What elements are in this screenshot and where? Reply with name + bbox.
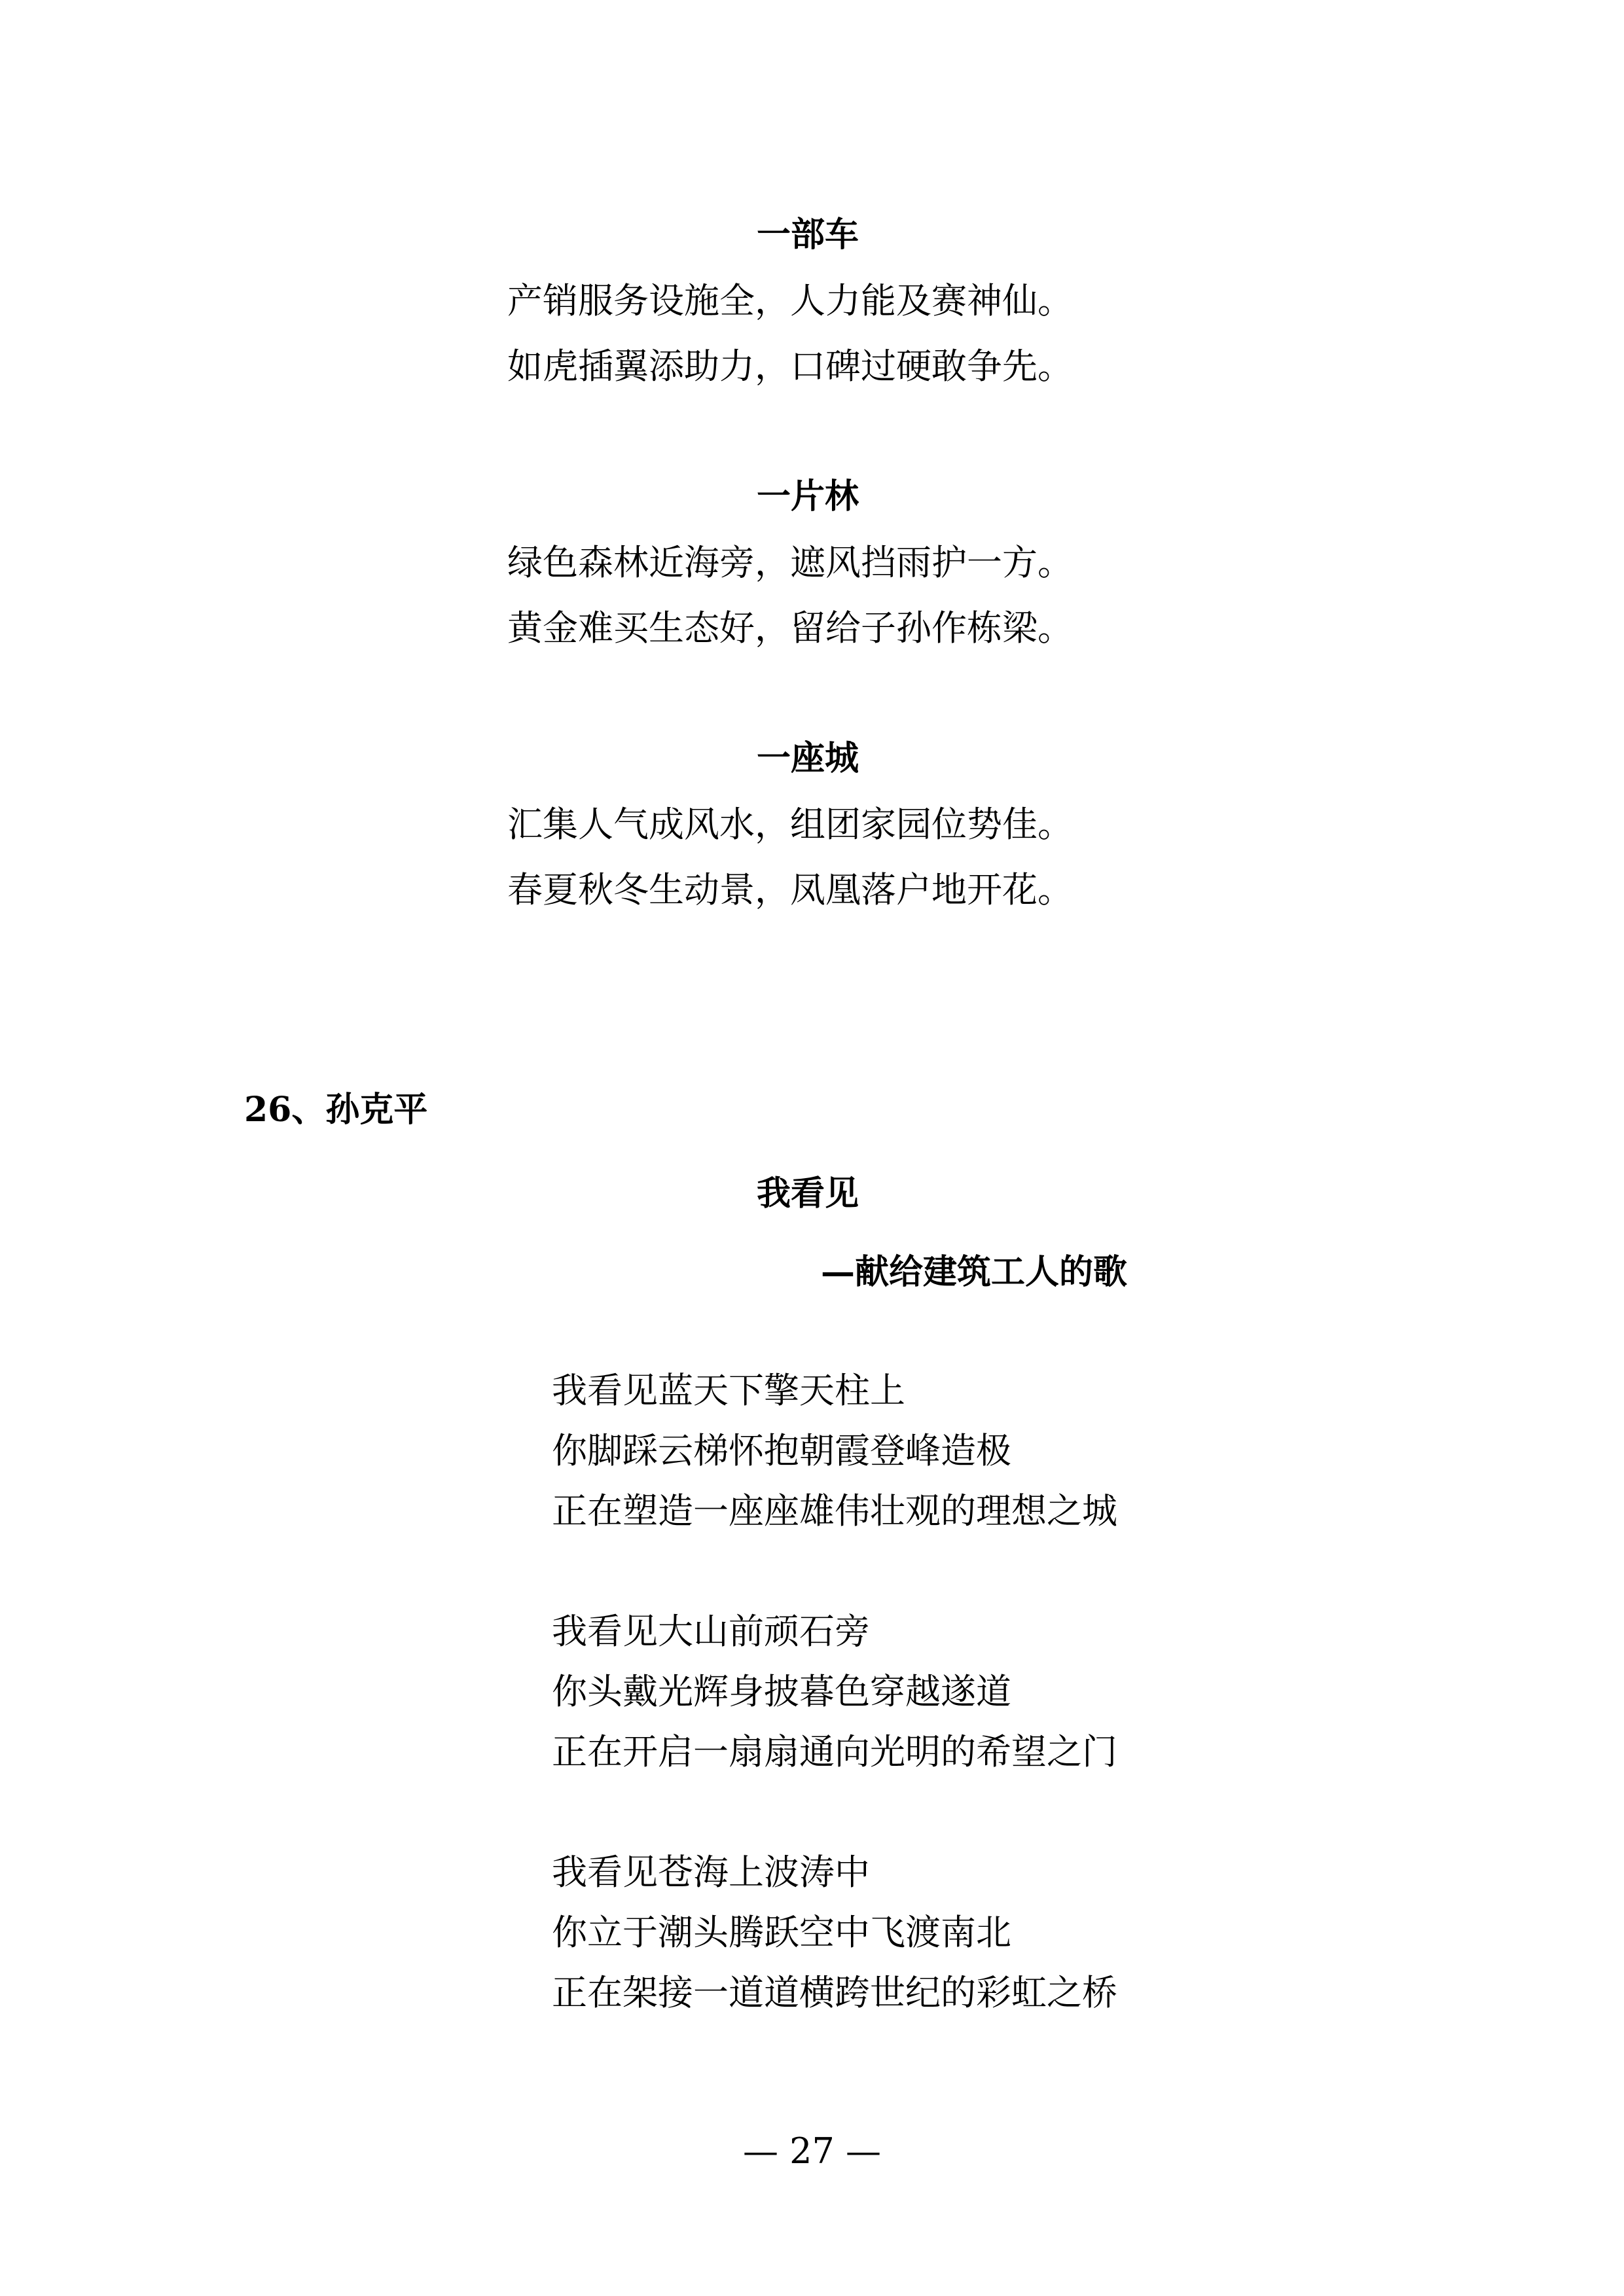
poem-title: 一座城 bbox=[757, 738, 859, 778]
poem-line: 汇集人气成风水，组团家园位势佳。 bbox=[507, 804, 1073, 845]
poem-dedication: —献给建筑工人的歌 bbox=[821, 1252, 1128, 1292]
stanza-line: 你脚踩云梯怀抱朝霞登峰造极 bbox=[552, 1430, 1011, 1471]
stanza-line: 正在开启一扇扇通向光明的希望之门 bbox=[552, 1731, 1117, 1772]
poem-title: 我看见 bbox=[757, 1174, 859, 1213]
author-heading: 26、孙克平 bbox=[244, 1090, 428, 1130]
page-number: — 27 — bbox=[742, 2130, 882, 2172]
stanza-line: 我看见大山前顽石旁 bbox=[552, 1611, 870, 1652]
stanza-line: 正在架接一道道横跨世纪的彩虹之桥 bbox=[552, 1972, 1117, 2013]
stanza-line: 正在塑造一座座雄伟壮观的理想之城 bbox=[552, 1490, 1117, 1532]
poem-title: 一部车 bbox=[757, 215, 859, 255]
stanza-line: 我看见蓝天下擎天柱上 bbox=[552, 1370, 905, 1411]
poem-line: 绿色森林近海旁，遮风挡雨护一方。 bbox=[507, 542, 1073, 583]
poem-line: 黄金难买生态好，留给子孙作栋梁。 bbox=[507, 607, 1073, 649]
stanza-line: 你立于潮头腾跃空中飞渡南北 bbox=[552, 1912, 1011, 1953]
stanza-line: 你头戴光辉身披暮色穿越遂道 bbox=[552, 1671, 1011, 1712]
stanza-line: 我看见苍海上波涛中 bbox=[552, 1852, 870, 1893]
poem-line: 春夏秋冬生动景，凤凰落户地开花。 bbox=[507, 869, 1073, 910]
poem-line: 如虎插翼添助力，口碑过硬敢争先。 bbox=[507, 346, 1073, 387]
poem-title: 一片林 bbox=[757, 476, 859, 516]
poem-line: 产销服务设施全，人力能及赛神仙。 bbox=[507, 280, 1073, 321]
